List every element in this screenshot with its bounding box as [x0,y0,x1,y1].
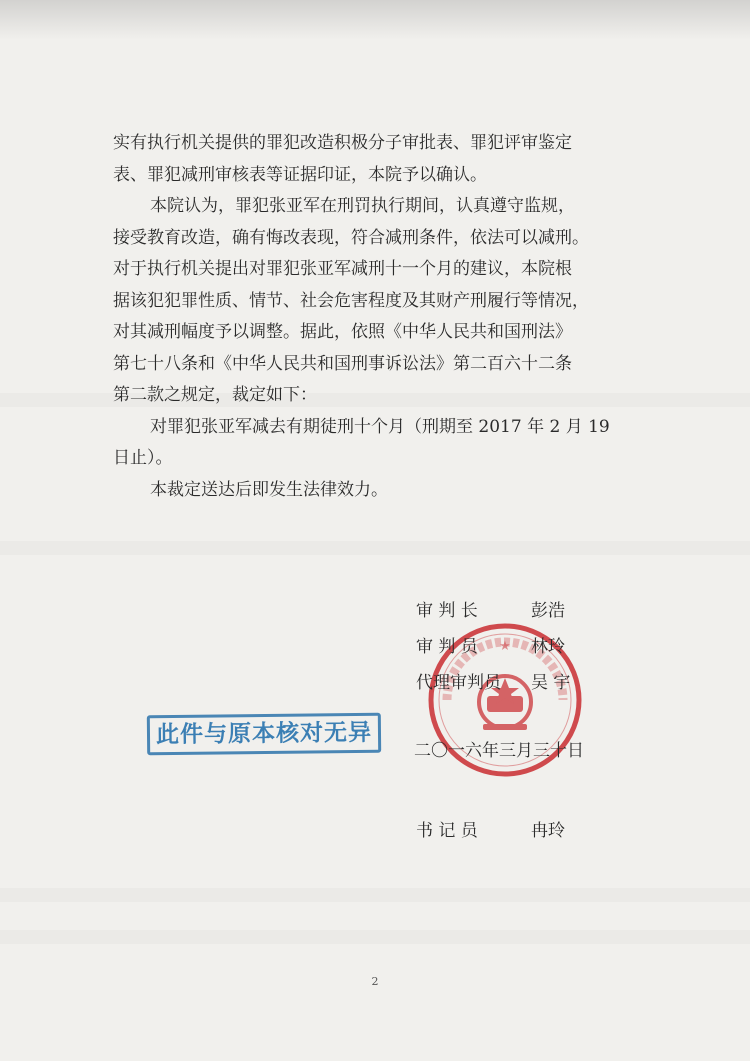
body-line: 据该犯犯罪性质、情节、社会危害程度及其财产刑履行等情况， [113,290,589,311]
judge-title: 审 判 员 [416,637,478,657]
chief-judge-title: 审 判 长 [416,601,478,621]
body-line: 对罪犯张亚军减去有期徒刑十个月（刑期至 2017 年 2 月 19 [150,416,610,437]
body-line: 本院认为，罪犯张亚军在刑罚执行期间，认真遵守监规， [150,196,575,216]
body-line: 表、罪犯减刑审核表等证据印证，本院予以确认。 [113,164,487,185]
scan-edge-shadow [0,0,750,40]
svg-text:★: ★ [499,639,511,654]
body-line: 日止）。 [113,448,173,468]
clerk-name: 冉玲 [531,821,565,841]
acting-judge-signature [416,668,570,693]
judge-signature [416,632,565,657]
ruling-body [113,128,693,506]
acting-judge-title: 代理审判员 [416,673,501,693]
ruling-date: 二〇一六年三月三十日 [414,741,584,761]
body-line: 对其减刑幅度予以调整。据此，依照《中华人民共和国刑法》 [113,322,572,342]
body-line: 对于执行机关提出对罪犯张亚军减刑十一个月的建议，本院根 [113,259,572,279]
chief-judge-name: 彭浩 [531,601,565,621]
body-line: 第七十八条和《中华人民共和国刑事诉讼法》第二百六十二条 [113,353,572,374]
bleed-through-band [0,888,750,902]
page-number: 2 [371,975,379,988]
copy-verified-stamp: 此件与原本核对无异 [147,713,381,755]
bleed-through-band [0,930,750,944]
clerk-signature [416,816,565,841]
body-line: 第二款之规定，裁定如下： [113,385,317,405]
body-line: 实有执行机关提供的罪犯改造积极分子审批表、罪犯评审鉴定 [113,133,572,153]
clerk-title: 书 记 员 [416,821,478,841]
acting-judge-name: 吴 宇 [531,673,571,693]
judge-name: 林玲 [531,637,565,657]
body-line: 本裁定送达后即发生法律效力。 [150,479,388,500]
chief-judge-signature [416,596,565,621]
body-line: 接受教育改造，确有悔改表现，符合减刑条件，依法可以减刑。 [113,227,589,248]
bleed-through-band [0,541,750,555]
